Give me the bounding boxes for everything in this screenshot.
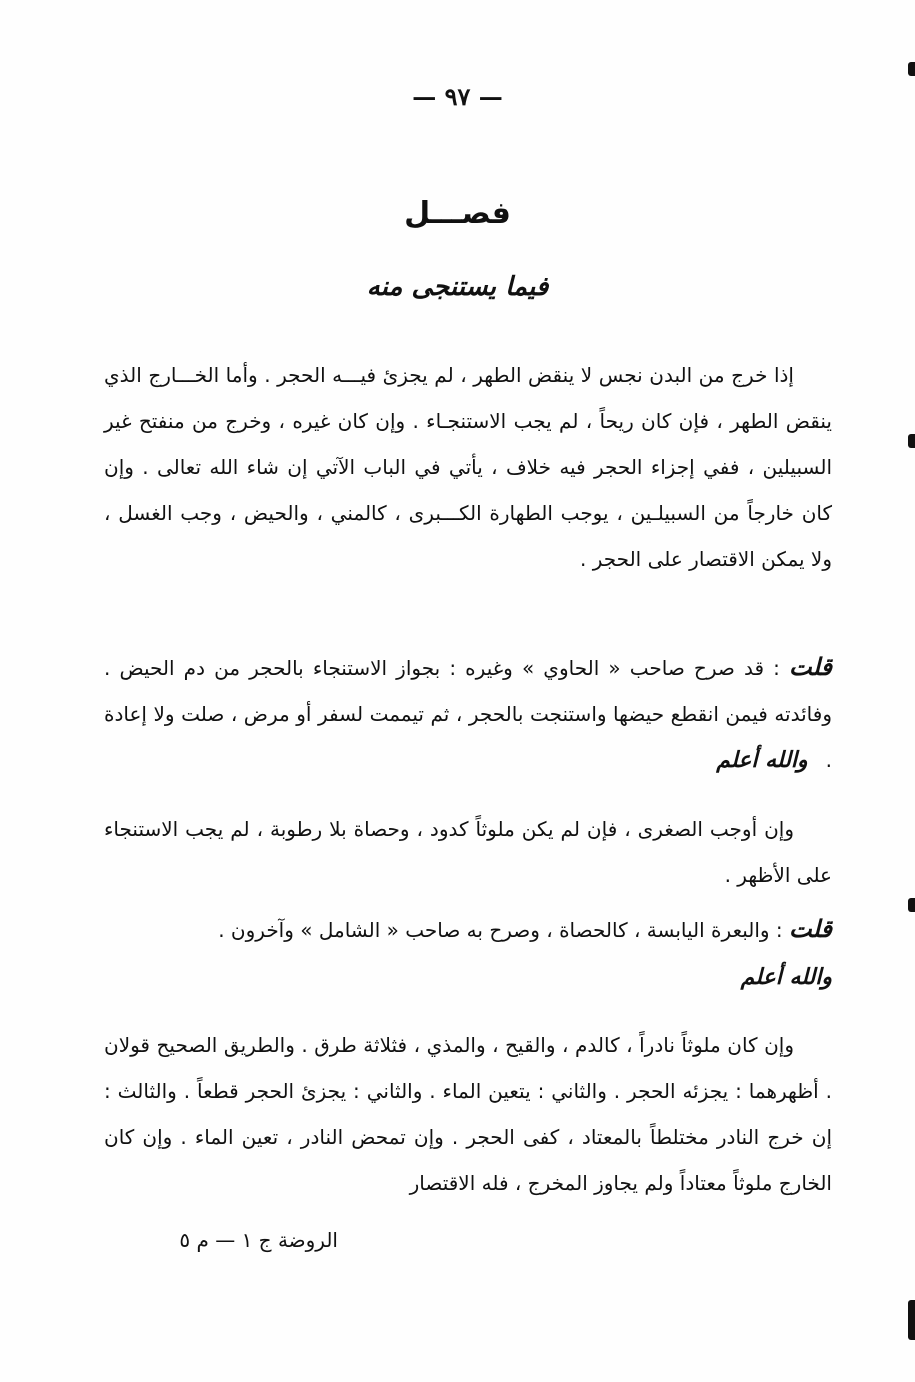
paragraph-2: وإن أوجب الصغرى ، فإن لم يكن ملوثاً كدود ، وحصاة بلا رطوبة ، لم يجب الاستنجاء على الأظهر . <box>104 817 832 887</box>
closing-formula: والله أعلم <box>716 748 808 773</box>
chapter-subheading: فيما يستنجى منه <box>366 272 549 302</box>
note-text: : قد صرح صاحب « الحاوي » وغيره : بجواز الاستنجاء بالحجر من دم الحيض . وفائدته فيمن انقطع حيضها واستنجت بالحجر ، ثم تيممت لسفر أو مرض ، صلت ولا إعادة . <box>104 656 832 772</box>
paragraph-3: وإن كان ملوثاً نادراً ، كالدم ، والقيح ، والمذي ، فثلاثة طرق . والطريق الصحيح قولان . أظهرهما : يجزئه الحجر . والثاني : يتعين الماء . والثاني : يجزئ الحجر قطعاً . والثالث : إن خرج النادر مختلطاً بالمعتاد ، كفى الحجر . وإن تمحض النادر ، تعين الماء . وإن كان الخارج ملوثاً معتاداً ولم يجاوز المخرج ، فله الاقتصار <box>104 1033 832 1195</box>
note-label: قلت <box>789 653 832 681</box>
note-label: قلت <box>789 915 832 943</box>
note-text: : والبعرة اليابسة ، كالحصاة ، وصرح به صاحب « الشامل » وآخرون . <box>218 918 790 942</box>
paragraph-1: إذا خرج من البدن نجس لا ينقض الطهر ، لم يجزئ فيـــه الحجر . وأما الخـــارج الذي ينقض الطهر ، فإن كان ريحاً ، لم يجب الاستنجـاء . وإن كان غيره ، وخرج من منفتح غير السبيلين ، ففي إجزاء الحجر فيه خلاف ، يأتي في الباب الآتي إن شاء الله تعالى . وإن كان خارجاً من السبيلـين ، يوجب الطهارة الكـــبرى ، كالمني ، والحيض ، وجب الغسل ، ولا يمكن الاقتصار على الحجر . <box>104 363 832 571</box>
chapter-heading: فصـــل <box>404 196 511 231</box>
signature-mark: الروضة ج ١ — م ٥ <box>179 1228 338 1252</box>
page-number: — ٩٧ — <box>412 82 503 111</box>
page-edge-mark <box>908 898 915 912</box>
closing-formula: والله أعلم <box>740 965 832 990</box>
page-edge-mark <box>908 62 915 76</box>
page-edge-mark <box>908 1300 915 1340</box>
note-paragraph-1 <box>104 644 832 784</box>
page-edge-mark <box>908 434 915 448</box>
note-paragraph-2 <box>104 906 832 953</box>
